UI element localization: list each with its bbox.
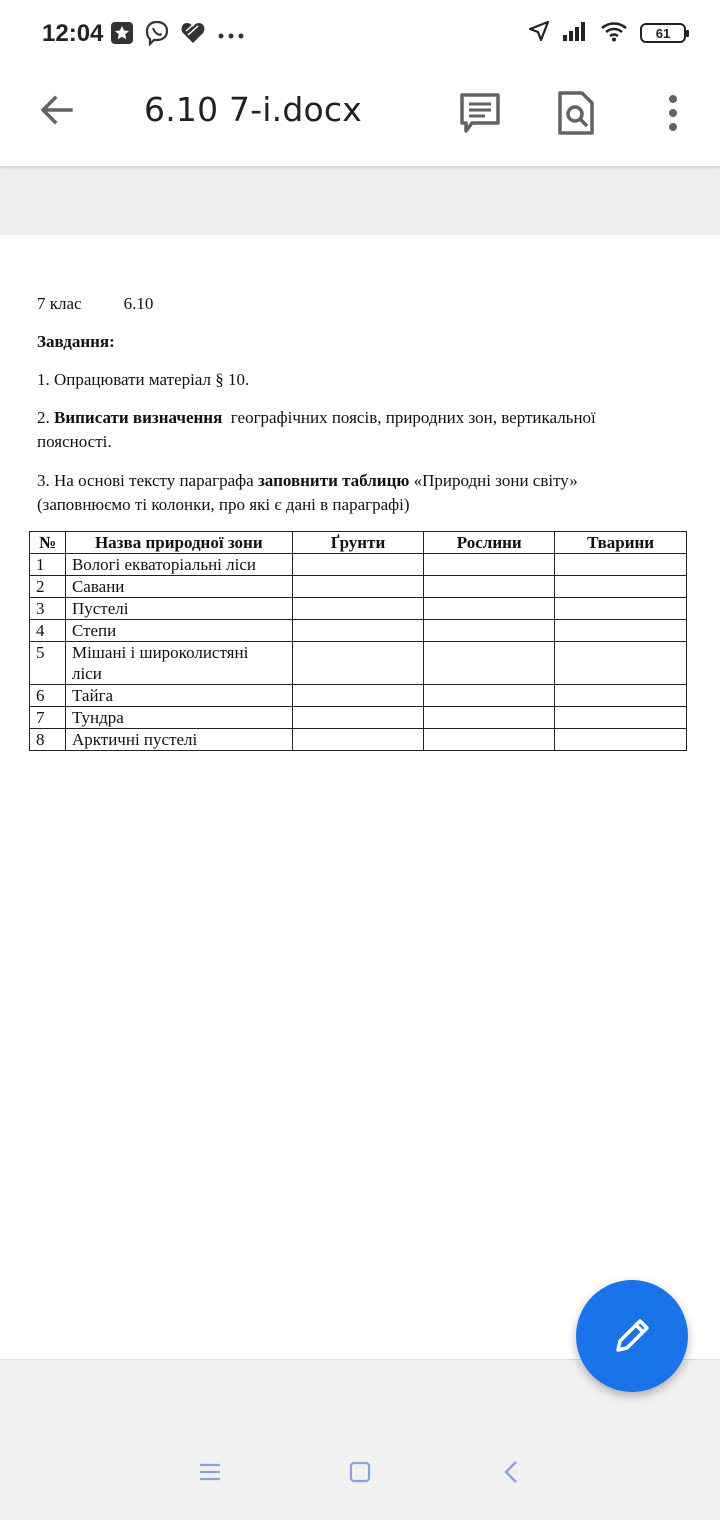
soils-cell — [292, 554, 424, 576]
zone-name: Вологі екваторіальні ліси — [65, 554, 292, 576]
row-number: 6 — [30, 685, 66, 707]
soils-cell — [292, 729, 424, 751]
task-item-3-rest: «Природні зони світу» — [409, 471, 578, 490]
row-number: 2 — [30, 576, 66, 598]
animals-cell — [555, 729, 687, 751]
viber-icon — [144, 20, 170, 50]
animals-cell — [555, 707, 687, 729]
table-row — [30, 598, 687, 620]
row-number: 3 — [30, 598, 66, 620]
home-square-icon — [348, 1460, 372, 1484]
plants-cell — [424, 576, 555, 598]
task-item-2-rest: географічних поясів, природних зон, вертикальної — [222, 408, 596, 427]
table-row — [30, 620, 687, 642]
animals-cell — [555, 620, 687, 642]
row-number: 1 — [30, 554, 66, 576]
document-page[interactable] — [0, 235, 720, 1359]
edit-fab-button[interactable] — [576, 1280, 688, 1392]
task-item-2-prefix: 2. — [37, 408, 54, 427]
system-status-icons — [528, 20, 686, 46]
row-number: 7 — [30, 707, 66, 729]
doc-class: 7 клас — [37, 294, 82, 313]
edit-pencil-icon — [610, 1314, 654, 1358]
task-item-3-bold: заповнити таблицю — [257, 471, 410, 490]
task-item-3-line2: (заповнюємо ті колонки, про які є дані в параграфі) — [37, 495, 410, 514]
row-number: 5 — [30, 642, 66, 685]
table-row — [30, 729, 687, 751]
plants-cell — [424, 620, 555, 642]
table-row — [30, 642, 687, 685]
animals-cell — [555, 642, 687, 685]
zone-name: Арктичні пустелі — [65, 729, 292, 751]
table-header: Тварини — [555, 532, 687, 554]
plants-cell — [424, 598, 555, 620]
table-header-row — [30, 532, 687, 554]
plants-cell — [424, 685, 555, 707]
task-item-1: 1. Опрацювати матеріал § 10. — [37, 370, 250, 389]
soils-cell — [292, 685, 424, 707]
overflow-menu-icon — [667, 93, 679, 133]
animals-cell — [555, 554, 687, 576]
table-row — [30, 685, 687, 707]
row-number: 8 — [30, 729, 66, 751]
find-in-page-button[interactable] — [553, 90, 599, 136]
more-dots-icon — [216, 26, 246, 45]
page-separator — [0, 166, 720, 235]
task-item-3 — [37, 469, 687, 517]
table-row — [30, 554, 687, 576]
zone-name: Савани — [65, 576, 292, 598]
animals-cell — [555, 598, 687, 620]
system-back-button[interactable] — [495, 1456, 527, 1488]
document-title: 6.10 7-і.docx — [144, 90, 362, 129]
animals-cell — [555, 576, 687, 598]
zone-name: Мішані і широколистяні ліси — [65, 642, 292, 685]
plants-cell — [424, 554, 555, 576]
soils-cell — [292, 598, 424, 620]
star-notification-icon — [110, 21, 134, 49]
task-item-2-line2: поясності. — [37, 432, 112, 451]
task-item-2-bold: Виписати визначення — [54, 408, 223, 427]
soils-cell — [292, 620, 424, 642]
signal-icon — [562, 21, 588, 45]
table-header: Ґрунти — [292, 532, 424, 554]
doc-header — [37, 292, 153, 316]
recents-button[interactable] — [194, 1456, 226, 1488]
app-bar — [0, 68, 720, 166]
plants-cell — [424, 707, 555, 729]
natural-zones-table — [29, 531, 687, 751]
back-arrow-icon — [38, 92, 74, 128]
home-button[interactable] — [344, 1456, 376, 1488]
table-header: № — [30, 532, 66, 554]
overflow-menu-button[interactable] — [650, 90, 696, 136]
table-header: Рослини — [424, 532, 555, 554]
table-row — [30, 707, 687, 729]
zone-name: Тайга — [65, 685, 292, 707]
location-arrow-icon — [528, 20, 550, 46]
soils-cell — [292, 707, 424, 729]
table-header: Назва природної зони — [65, 532, 292, 554]
find-in-page-icon — [556, 91, 596, 135]
table-row — [30, 576, 687, 598]
comments-button[interactable] — [457, 90, 503, 136]
animals-cell — [555, 685, 687, 707]
wifi-icon — [600, 20, 628, 46]
notification-icons — [110, 20, 246, 50]
doc-number: 6.10 — [123, 294, 154, 313]
plants-cell — [424, 729, 555, 751]
status-time: 12:04 — [42, 20, 104, 47]
task-item-3-prefix: 3. На основі тексту параграфа — [37, 471, 258, 490]
soils-cell — [292, 576, 424, 598]
task-item-2 — [37, 406, 677, 454]
zone-name: Пустелі — [65, 598, 292, 620]
recents-menu-icon — [198, 1462, 222, 1482]
task-heading: Завдання: — [37, 332, 115, 351]
plants-cell — [424, 642, 555, 685]
back-chevron-icon — [501, 1460, 521, 1484]
zone-name: Степи — [65, 620, 292, 642]
row-number: 4 — [30, 620, 66, 642]
comments-icon — [459, 92, 501, 134]
soils-cell — [292, 642, 424, 685]
battery-indicator: 61 — [640, 23, 686, 43]
heart-icon — [180, 21, 206, 49]
back-button[interactable] — [36, 90, 76, 130]
zone-name: Тундра — [65, 707, 292, 729]
status-bar — [0, 0, 720, 68]
